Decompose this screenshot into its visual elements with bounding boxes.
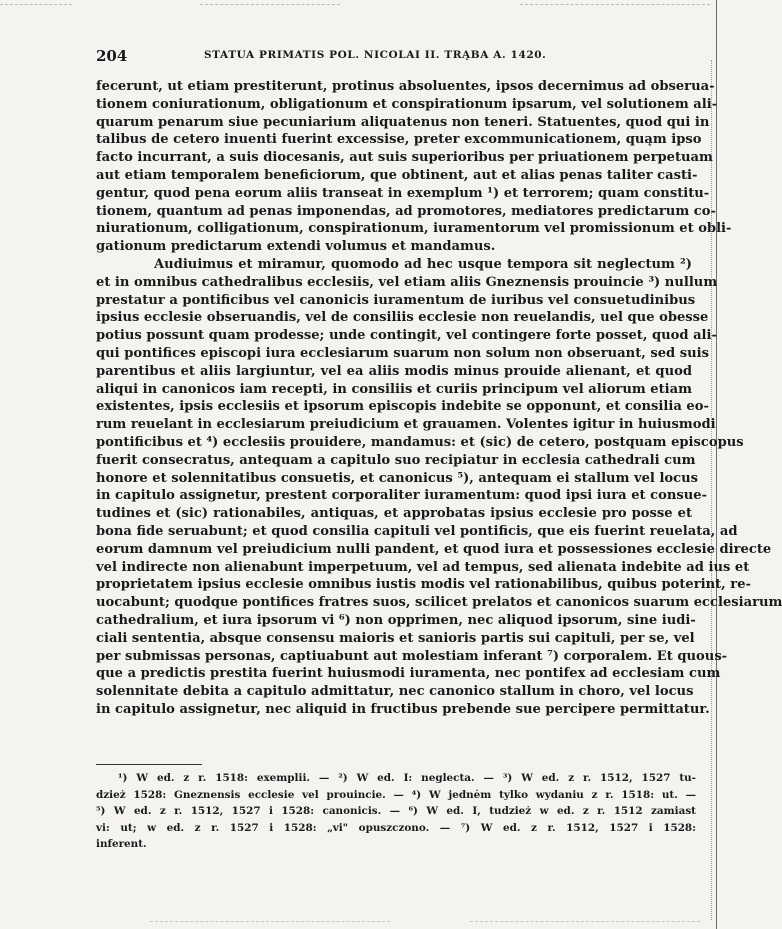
text-line: per submissas personas, captiuabunt aut molestiam inferant ⁷) corporalem. Et quous-: [96, 648, 728, 664]
text-line: parentibus et aliis largiuntur, vel ea aliis modis minus prouide alienant, et quod: [96, 363, 692, 379]
text-line: eorum damnum vel preiudicium nulli pandent, et quod iura et possessiones ecclesie directe: [96, 541, 772, 557]
text-line: gationum predictarum extendi volumus et mandamus.: [96, 239, 496, 255]
text-line: cathedralium, et iura ipsorum vi ⁶) non opprimen, nec aliquod ipsorum, sine iudi-: [96, 612, 696, 628]
text-line: pontificibus et ⁴) ecclesiis prouidere, mandamus: et (sic) de cetero, postquam episcopus: [96, 434, 744, 450]
text-line: uocabunt; quodque pontifices fratres suos, scilicet prelatos et canonicos suarum ecclesiarum: [96, 595, 782, 611]
text-line: potius possunt quam prodesse; unde contingit, vel contingere forte posset, quod ali-: [96, 328, 717, 344]
footnote-line: ⁵) W ed. z r. 1512, 1527 i 1528: canonicis. — ⁶) W ed. I, tudzież w ed. z r. 1512 zamiast: [96, 805, 696, 818]
footnote-rule: [96, 764, 202, 765]
text-line: et in omnibus cathedralibus ecclesiis, vel etiam aliis Gneznensis prouincie ³) nullum: [96, 274, 718, 290]
text-line: prestatur a pontificibus vel canonicis iuramentum de iuribus vel consuetudinibus: [96, 292, 696, 308]
page-edge-shadow: [711, 60, 712, 920]
text-line: fuerit consecratus, antequam a capitulo suo recipiatur in ecclesia cathedrali cum: [96, 452, 696, 468]
text-line: que a predictis prestita fuerint huiusmodi iuramenta, nec pontifex ad ecclesiam cum: [96, 666, 721, 682]
text-line: aut etiam temporalem beneficiorum, que obtinent, aut et alias penas taliter casti-: [96, 167, 698, 183]
text-line: ipsius ecclesie obseruandis, vel de consiliis ecclesie non reuelandis, uel que obesse: [96, 310, 709, 326]
text-line: facto incurrant, a suis diocesanis, aut suis superioribus per priuationem perpetuam: [96, 150, 713, 166]
text-line: solennitate debita a capitulo admittatur, nec canonico stallum in choro, vel locus: [96, 684, 694, 700]
text-line: rum reuelant in ecclesiarum preiudicium et grauamen. Volentes igitur in huiusmodi: [96, 417, 716, 433]
page-edge-right: [716, 0, 717, 929]
text-line: Audiuimus et miramur, quomodo ad hec usque tempora sit neglectum ²): [154, 256, 692, 272]
text-line: existentes, ipsis ecclesiis et ipsorum episcopis indebite se opponunt, et consilia eo-: [96, 399, 709, 415]
text-line: niurationum, colligationum, conspirationum, iuramentorum vel promissionum et obli-: [96, 221, 732, 237]
footnotes: [96, 770, 696, 853]
scan-top-edge: [0, 0, 720, 10]
footnote-line: dzież 1528: Gneznensis ecclesie vel prouincie. — ⁴) W jednėm tylko wydaniu z r. 1518: ut. —: [96, 788, 696, 801]
text-line: vel indirecte non alienabunt imperpetuum, vel ad tempus, sed alienata indebite ad ius et: [96, 559, 750, 575]
footnote-line: vi: ut; w ed. z r. 1527 i 1528: „vi" opuszczono. — ⁷) W ed. z r. 1512, 1527 i 1528:: [96, 821, 696, 834]
text-line: quarum penarum siue pecuniarium aliquatenus non teneri. Statuentes, quod qui in: [96, 114, 710, 130]
running-header: [96, 47, 696, 71]
text-line: gentur, quod pena eorum aliis transeat in exemplum ¹) et terrorem; quam constitu-: [96, 185, 710, 201]
scan-bottom-edge: [0, 911, 720, 929]
text-line: fecerunt, ut etiam prestiterunt, protinus absoluentes, ipsos decernimus ad obserua-: [96, 79, 715, 94]
text-line: tudines et (sic) rationabiles, antiquas, et approbatas ipsius ecclesie pro posse et: [96, 506, 692, 522]
text-line: bona fide seruabunt; et quod consilia capituli vel pontificis, que eis fuerint reuelata, ad: [96, 523, 738, 539]
text-line: aliqui in canonicos iam recepti, in consiliis et curiis principum vel aliorum etiam: [96, 381, 692, 397]
text-line: in capitulo assignetur, prestent corporaliter iuramentum: quod ipsi iura et consue-: [96, 488, 708, 504]
text-line: qui pontifices episcopi iura ecclesiarum suarum non solum non obseruant, sed suis: [96, 345, 710, 361]
text-line: tionem, quantum ad penas imponendas, ad promotores, mediatores predictarum co-: [96, 203, 716, 219]
text-line: talibus de cetero inuenti fuerint excessise, preter excommunicationem, quąm ipso: [96, 132, 702, 148]
running-title: STATUA PRIMATIS POL. NICOLAI II. TRĄBA A. 1420.: [204, 49, 547, 61]
text-line: in capitulo assignetur, nec aliquid in fructibus prebende sue percipere permittatur.: [96, 701, 710, 717]
text-line: honore et solennitatibus consuetis, et canonicus ⁵), antequam ei stallum vel locus: [96, 470, 699, 486]
page-number: 204: [96, 47, 128, 65]
text-line: tionem coniurationum, obligationum et conspirationum ipsarum, vel solutionem ali-: [96, 96, 718, 112]
footnote-line: inferent.: [96, 838, 147, 851]
main-text: [96, 78, 782, 719]
footnote-line: ¹) W ed. z r. 1518: exemplii. — ²) W ed. I: neglecta. — ³) W ed. z r. 1512, 1527 tu-: [118, 772, 696, 784]
text-line: ciali sententia, absque consensu maioris et sanioris partis sui capituli, per se, vel: [96, 630, 695, 646]
text-line: proprietatem ipsius ecclesie omnibus iustis modis vel rationabilibus, quibus poterint, re-: [96, 577, 751, 593]
